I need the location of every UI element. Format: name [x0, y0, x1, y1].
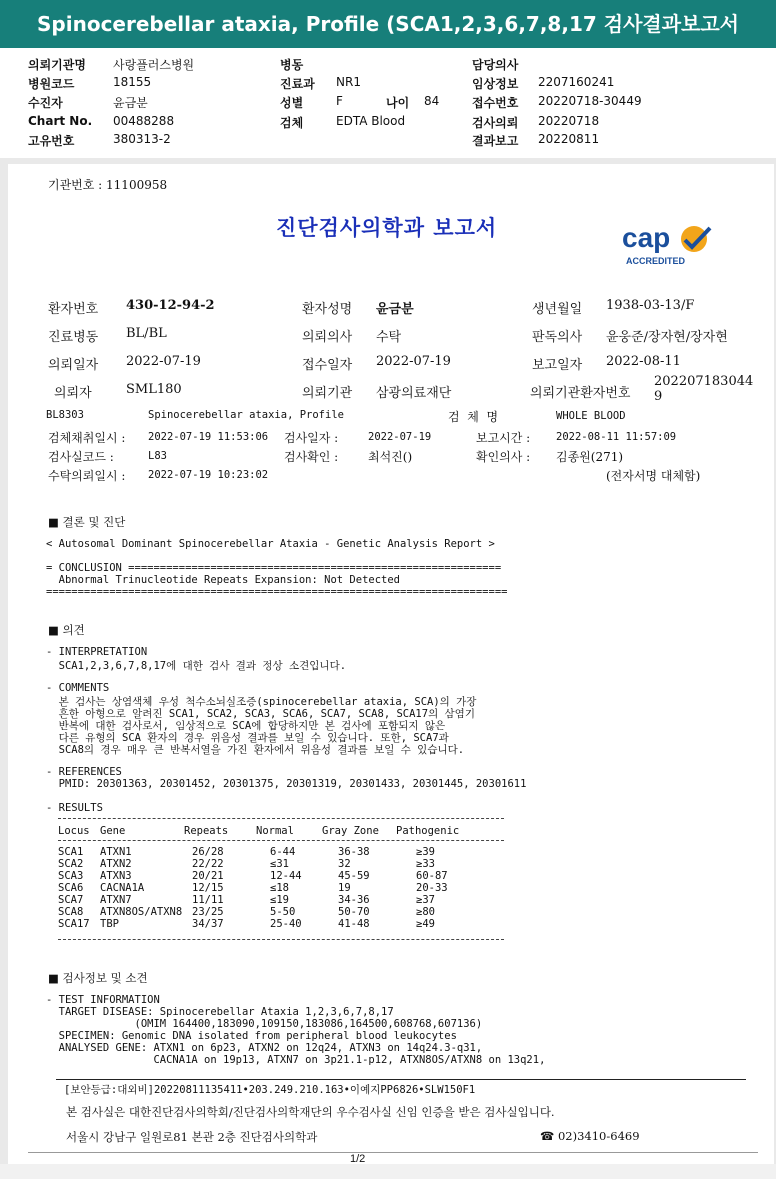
value-chart-no: 00488288	[113, 114, 175, 128]
label-report: 결과보고	[472, 134, 519, 148]
value-age: 84	[424, 94, 440, 108]
section-testinfo-title: ■ 검사정보 및 소견	[48, 971, 148, 985]
org-number: 기관번호 : 11100958	[48, 178, 168, 192]
value-hospital-code: 18155	[113, 75, 152, 89]
label-clinical: 임상정보	[472, 77, 519, 91]
value-dept: NR1	[336, 75, 361, 89]
label-chart-no: Chart No.	[28, 114, 93, 128]
col-header-locus: Locus	[58, 825, 90, 837]
label-request-org-pid: 의뢰기관환자번호	[530, 386, 631, 401]
cell-gray-zone: 19	[338, 882, 351, 894]
label-patient-name: 환자성명	[302, 302, 353, 317]
results-heading: - RESULTS	[46, 802, 103, 814]
value-request-date: 2022-07-19	[126, 354, 201, 369]
cap-logo-text: cap	[622, 222, 671, 253]
cell-normal: 5-50	[270, 906, 296, 918]
comments-line: 본 검사는 상염색체 우성 척수소뇌실조증(spinocerebellar ataxia, SCA)의 가장	[46, 696, 477, 708]
page-bottom-rule	[28, 1152, 758, 1153]
conclusion-text: Abnormal Trinucleotide Repeats Expansion: Not Detected	[46, 574, 401, 586]
label-age: 나이	[386, 96, 410, 110]
value-test-confirm: 최석진()	[368, 450, 413, 464]
label-report-time: 보고시간 :	[476, 431, 531, 445]
label-patient-number: 환자번호	[48, 302, 99, 317]
esign-note: (전자서명 대체함)	[606, 469, 701, 483]
value-collect-time: 2022-07-19 11:53:06	[148, 431, 269, 443]
results-header-rule	[58, 840, 504, 841]
label-patient: 수진자	[28, 96, 63, 110]
patient-header	[0, 48, 776, 158]
value-requester: 사랑플러스병원	[113, 58, 195, 72]
value-report-date: 2022-08-11	[606, 354, 681, 369]
comments-line: SCA8의 경우 매우 큰 반복서열을 가진 환자에서 위음성 결과를 보일 수 있습니다.	[46, 744, 465, 756]
cell-normal: ≤31	[270, 858, 289, 870]
value-clinic-ward: BL/BL	[126, 326, 167, 341]
value-unique-no: 380313-2	[113, 132, 171, 146]
page-footer	[0, 1153, 776, 1179]
analysis-report-title: < Autosomal Dominant Spinocerebellar Ataxia - Genetic Analysis Report >	[46, 538, 495, 550]
label-dept: 진료과	[280, 77, 315, 91]
cell-gene: ATXN3	[100, 870, 132, 882]
cell-locus: SCA2	[58, 858, 84, 870]
references-text: PMID: 20301363, 20301452, 20301375, 20301319, 20301433, 20301445, 20301611	[46, 778, 527, 790]
value-confirm-doctor: 김종원(271)	[556, 450, 624, 464]
cell-repeats: 34/37	[192, 918, 224, 930]
value-dob: 1938-03-13/F	[606, 298, 695, 313]
cell-gray-zone: 32	[338, 858, 351, 870]
value-request-org: 삼광의료재단	[376, 386, 452, 401]
lab-address: 서울시 강남구 일원로81 본관 2층 진단검사의학과	[66, 1130, 318, 1144]
value-patient: 윤금분	[113, 96, 148, 110]
value-request: 20220718	[538, 114, 600, 128]
col-header-gene: Gene	[100, 825, 126, 837]
label-reading-doctor: 판독의사	[532, 330, 583, 345]
test-code: BL8303	[46, 409, 84, 421]
value-request-org-pid-line2: 9	[654, 389, 663, 404]
label-dob: 생년월일	[532, 302, 583, 317]
value-patient-name: 윤금분	[376, 302, 414, 317]
value-test-date: 2022-07-19	[368, 431, 432, 443]
cell-normal: 25-40	[270, 918, 302, 930]
cell-gene: ATXN1	[100, 846, 132, 858]
testinfo-line: TARGET DISEASE: Spinocerebellar Ataxia 1,2,3,6,7,8,17	[46, 1006, 394, 1018]
cell-normal: ≤18	[270, 882, 289, 894]
label-specimen-name: 검 체 명	[448, 410, 499, 424]
certification-text: 본 검사실은 대한진단검사의학회/진단검사의학재단의 우수검사실 신임 인증을 받은 검사실입니다.	[66, 1105, 555, 1119]
label-test-confirm: 검사확인 :	[284, 450, 339, 464]
value-specimen: EDTA Blood	[336, 114, 406, 128]
value-requester-code: SML180	[126, 382, 182, 397]
section-conclusion-title: ■ 결론 및 진단	[48, 515, 126, 529]
label-lab-code: 검사실코드 :	[48, 450, 114, 464]
cell-normal: ≤19	[270, 894, 289, 906]
label-test-date: 검사일자 :	[284, 431, 339, 445]
cell-gray-zone: 50-70	[338, 906, 370, 918]
cell-pathogenic: ≥37	[416, 894, 435, 906]
col-header-gray-zone: Gray Zone	[322, 825, 379, 837]
cap-check-icon	[676, 222, 716, 254]
cell-locus: SCA17	[58, 918, 90, 930]
cell-gray-zone: 45-59	[338, 870, 370, 882]
value-request-time: 2022-07-19 10:23:02	[148, 469, 269, 481]
section-opinion-title: ■ 의견	[48, 623, 85, 637]
value-ordering-doctor: 수탁	[376, 330, 402, 345]
cell-gene: TBP	[100, 918, 119, 930]
cell-gray-zone: 41-48	[338, 918, 370, 930]
cell-gray-zone: 36-38	[338, 846, 370, 858]
testinfo-line: - TEST INFORMATION	[46, 994, 160, 1006]
cell-pathogenic: ≥39	[416, 846, 435, 858]
testinfo-line: CACNA1A on 19p13, ATXN7 on 3p21.1-p12, ATXN8OS/ATXN8 on 13q21,	[46, 1054, 546, 1066]
label-receipt-date: 접수일자	[302, 358, 353, 373]
comments-line: 반복에 대한 검사로서, 임상적으로 SCA에 합당하지만 본 검사에 포함되지 않은	[46, 720, 446, 732]
cell-pathogenic: 20-33	[416, 882, 448, 894]
results-bottom-rule	[58, 939, 504, 940]
test-name: Spinocerebellar ataxia, Profile	[148, 409, 344, 421]
cell-gene: ATXN8OS/ATXN8	[100, 906, 183, 918]
cell-gray-zone: 34-36	[338, 894, 370, 906]
label-request: 검사의뢰	[472, 116, 519, 130]
cell-repeats: 11/11	[192, 894, 224, 906]
value-sex: F	[336, 94, 343, 108]
conclusion-heading: = CONCLUSION ===========================================================	[46, 562, 502, 574]
page-number: 1/2	[350, 1153, 366, 1165]
label-confirm-doctor: 확인의사 :	[476, 450, 531, 464]
cell-locus: SCA8	[58, 906, 84, 918]
references-heading: - REFERENCES	[46, 766, 122, 778]
cell-locus: SCA7	[58, 894, 84, 906]
label-ward: 병동	[280, 58, 304, 72]
cell-repeats: 22/22	[192, 858, 224, 870]
value-clinical: 2207160241	[538, 75, 615, 89]
cell-locus: SCA1	[58, 846, 84, 858]
value-lab-code: L83	[148, 450, 167, 462]
cell-pathogenic: ≥80	[416, 906, 435, 918]
cell-gene: ATXN7	[100, 894, 132, 906]
cell-repeats: 23/25	[192, 906, 224, 918]
footer-rule	[56, 1079, 746, 1080]
report-sheet	[8, 164, 774, 1164]
label-report-date: 보고일자	[532, 358, 583, 373]
label-receipt: 접수번호	[472, 96, 519, 110]
interpretation-heading: - INTERPRETATION	[46, 646, 148, 658]
value-receipt: 20220718-30449	[538, 94, 642, 108]
cap-accredited-text: ACCREDITED	[626, 256, 686, 266]
cell-locus: SCA3	[58, 870, 84, 882]
lab-phone: ☎ 02)3410-6469	[540, 1129, 640, 1143]
value-request-org-pid-line1: 202207183044	[654, 374, 754, 389]
label-hospital-code: 병원코드	[28, 77, 75, 91]
testinfo-line: (OMIM 164400,183090,109150,183086,164500,608768,607136)	[46, 1018, 483, 1030]
value-receipt-date: 2022-07-19	[376, 354, 451, 369]
label-requester-code: 의뢰자	[54, 386, 92, 401]
label-doctor: 담당의사	[472, 58, 519, 72]
label-requester: 의뢰기관명	[28, 58, 86, 72]
cell-locus: SCA6	[58, 882, 84, 894]
comments-line: 흔한 아형으로 알려진 SCA1, SCA2, SCA3, SCA6, SCA7, SCA8, SCA17의 삼염기	[46, 708, 475, 720]
value-report-time: 2022-08-11 11:57:09	[556, 431, 677, 443]
col-header-pathogenic: Pathogenic	[396, 825, 460, 837]
security-line: [보안등급:대외비]20220811135411•203.249.210.163•이예지PP6826•SLW150F1	[64, 1084, 476, 1096]
label-request-org: 의뢰기관	[302, 386, 353, 401]
cell-normal: 12-44	[270, 870, 302, 882]
cell-gene: ATXN2	[100, 858, 132, 870]
col-header-repeats: Repeats	[184, 825, 229, 837]
label-ordering-doctor: 의뢰의사	[302, 330, 353, 345]
label-unique-no: 고유번호	[28, 134, 75, 148]
value-report: 20220811	[538, 132, 600, 146]
cell-repeats: 12/15	[192, 882, 224, 894]
cell-pathogenic: ≥49	[416, 918, 435, 930]
report-banner-title: Spinocerebellar ataxia, Profile (SCA1,2,3,6,7,8,17 검사결과보고서	[0, 0, 776, 48]
conclusion-divider: =========================================================================	[46, 586, 508, 598]
cell-repeats: 26/28	[192, 846, 224, 858]
testinfo-line: SPECIMEN: Genomic DNA isolated from peripheral blood leukocytes	[46, 1030, 457, 1042]
cell-normal: 6-44	[270, 846, 296, 858]
label-sex: 성별	[280, 96, 304, 110]
cell-pathogenic: ≥33	[416, 858, 435, 870]
comments-heading: - COMMENTS	[46, 682, 110, 694]
comments-line: 다른 유형의 SCA 환자의 경우 위음성 결과를 보일 수 있습니다. 또한, SCA7과	[46, 732, 449, 744]
value-specimen-name: WHOLE BLOOD	[556, 410, 626, 422]
label-specimen: 검체	[280, 116, 304, 130]
cell-gene: CACNA1A	[100, 882, 145, 894]
label-collect-time: 검체채취일시 :	[48, 431, 126, 445]
label-clinic-ward: 진료병동	[48, 330, 99, 345]
cap-logo	[620, 222, 720, 270]
label-request-time: 수탁의뢰일시 :	[48, 469, 126, 483]
value-patient-number: 430-12-94-2	[126, 298, 215, 313]
label-request-date: 의뢰일자	[48, 358, 99, 373]
cell-repeats: 20/21	[192, 870, 224, 882]
cell-pathogenic: 60-87	[416, 870, 448, 882]
results-top-rule	[58, 818, 504, 819]
interpretation-text: SCA1,2,3,6,7,8,17에 대한 검사 결과 정상 소견입니다.	[46, 660, 347, 672]
testinfo-line: ANALYSED GENE: ATXN1 on 6p23, ATXN2 on 12q24, ATXN3 on 14q24.3-q31,	[46, 1042, 483, 1054]
col-header-normal: Normal	[256, 825, 294, 837]
value-reading-doctor: 윤웅준/장자현/장자현	[606, 330, 728, 345]
report-title: 진단검사의학과 보고서	[276, 216, 498, 240]
